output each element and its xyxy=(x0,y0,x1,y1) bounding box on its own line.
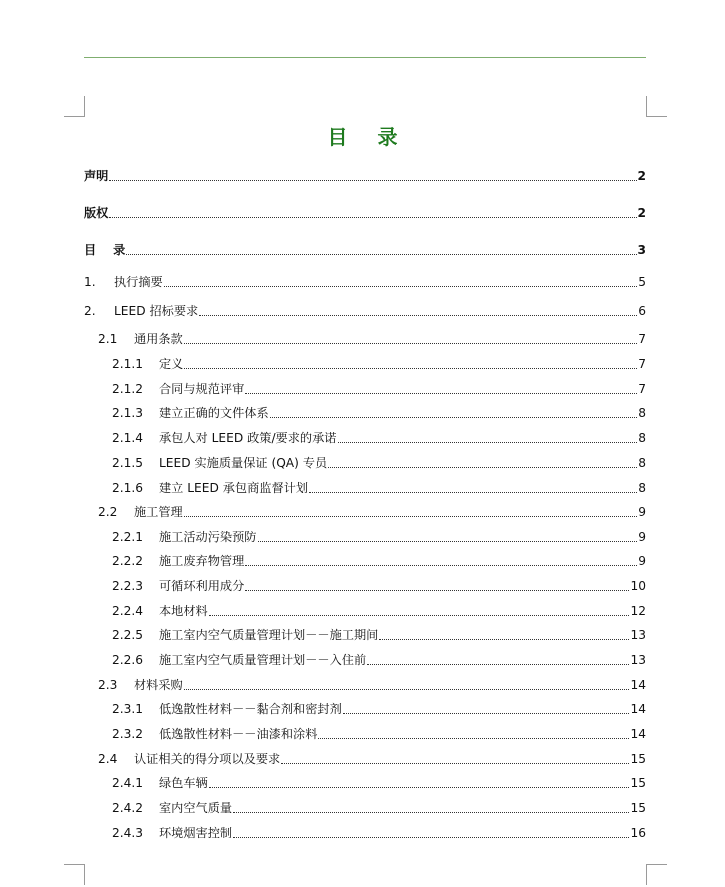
toc-entry[interactable] xyxy=(84,331,646,347)
toc-entry-title: 声明 xyxy=(84,169,109,183)
toc-entry[interactable] xyxy=(84,504,646,520)
toc-dot-leader xyxy=(199,315,637,316)
toc-entry-number: 2.3 xyxy=(98,678,118,692)
toc-page-number: 2 xyxy=(637,169,646,183)
toc-dot-leader xyxy=(343,713,630,714)
toc-entry-number: 2.2.2 xyxy=(112,554,144,568)
toc-dot-leader xyxy=(328,467,637,468)
toc-dot-leader xyxy=(184,689,630,690)
toc-entry[interactable] xyxy=(84,603,646,619)
toc-page-number: 14 xyxy=(630,702,646,716)
toc-entry-title: 施工管理 xyxy=(134,505,183,519)
toc-entry-title: 低逸散性材料－－油漆和涂料 xyxy=(159,727,318,741)
toc-entry-title: 施工废弃物管理 xyxy=(159,554,245,568)
toc-dot-leader xyxy=(379,639,629,640)
toc-entry-title: LEED 招标要求 xyxy=(114,304,199,318)
crop-mark-top-left xyxy=(64,96,85,117)
toc-entry[interactable] xyxy=(84,775,646,791)
toc-page-number: 9 xyxy=(638,554,646,568)
toc-entry-number: 2.1.4 xyxy=(112,431,144,445)
toc-entry[interactable] xyxy=(84,480,646,496)
toc-page-number: 12 xyxy=(630,604,646,618)
toc-page-number: 9 xyxy=(638,530,646,544)
toc-page-number: 13 xyxy=(630,653,646,667)
toc-entry-title: 合同与规范评审 xyxy=(159,382,245,396)
toc-page-number: 8 xyxy=(638,481,646,495)
toc-entry[interactable] xyxy=(84,455,646,471)
toc-page-number: 10 xyxy=(630,579,646,593)
toc-entry-title: LEED 实施质量保证 (QA) 专员 xyxy=(159,456,328,470)
toc-entry-title: 施工室内空气质量管理计划－－施工期间 xyxy=(159,628,379,642)
toc-entry-number: 2.2.1 xyxy=(112,530,144,544)
toc-entry-title: 可循环利用成分 xyxy=(159,579,245,593)
toc-entry-title: 建立正确的文件体系 xyxy=(159,406,269,420)
toc-dot-leader xyxy=(318,738,629,739)
toc-dot-leader xyxy=(164,286,637,287)
toc-entry[interactable] xyxy=(84,356,646,372)
toc-entry[interactable] xyxy=(84,726,646,742)
toc-entry-number: 2.3.1 xyxy=(112,702,144,716)
toc-entry[interactable] xyxy=(84,578,646,594)
toc-page-number: 8 xyxy=(638,431,646,445)
toc-entry-title: 本地材料 xyxy=(159,604,208,618)
toc-entry-number: 2.4 xyxy=(98,752,118,766)
header-rule xyxy=(84,57,646,58)
toc-entry-number: 2. xyxy=(84,304,96,318)
toc-page-number: 14 xyxy=(630,678,646,692)
toc-dot-leader xyxy=(367,664,629,665)
toc-entry[interactable] xyxy=(84,677,646,693)
toc-page-number: 7 xyxy=(638,357,646,371)
toc-entry[interactable] xyxy=(84,825,646,841)
toc-page-number: 3 xyxy=(637,243,646,257)
toc-entry-title: 施工活动污染预防 xyxy=(159,530,257,544)
toc-page-number: 15 xyxy=(630,801,646,815)
toc-page-number: 9 xyxy=(638,505,646,519)
toc-entry-title: 通用条款 xyxy=(134,332,183,346)
toc-dot-leader xyxy=(270,417,638,418)
toc-entry-title: 低逸散性材料－－黏合剂和密封剂 xyxy=(159,702,342,716)
toc-page-number: 14 xyxy=(630,727,646,741)
toc-page-number: 7 xyxy=(638,332,646,346)
toc-page-number: 6 xyxy=(638,304,646,318)
toc-entry-title: 绿色车辆 xyxy=(159,776,208,790)
toc-entry-number: 2.2 xyxy=(98,505,118,519)
toc-dot-leader xyxy=(184,368,637,369)
toc-entry-number: 2.4.2 xyxy=(112,801,144,815)
toc-dot-leader xyxy=(109,217,636,218)
toc-entry-title: 环境烟害控制 xyxy=(159,826,233,840)
toc-page-number: 5 xyxy=(638,275,646,289)
crop-mark-top-right xyxy=(646,96,667,117)
toc-dot-leader xyxy=(245,393,637,394)
toc-entry[interactable] xyxy=(84,800,646,816)
toc-entry-number: 2.4.3 xyxy=(112,826,144,840)
toc-page-number: 8 xyxy=(638,406,646,420)
toc-entry[interactable] xyxy=(84,381,646,397)
toc-dot-leader xyxy=(281,763,629,764)
toc-entry-title: 施工室内空气质量管理计划－－入住前 xyxy=(159,653,367,667)
toc-entry-number: 2.1.1 xyxy=(112,357,144,371)
toc-entry[interactable] xyxy=(84,701,646,717)
toc-entry[interactable] xyxy=(84,652,646,668)
page-title xyxy=(0,121,725,150)
toc-entry-title: 承包人对 LEED 政策/要求的承诺 xyxy=(159,431,337,445)
toc-entry[interactable] xyxy=(84,529,646,545)
toc-entry-number: 1. xyxy=(84,275,96,289)
toc-entry-number: 2.1.5 xyxy=(112,456,144,470)
toc-dot-leader xyxy=(209,787,630,788)
toc-entry[interactable] xyxy=(84,274,646,290)
crop-mark-bottom-right xyxy=(646,864,667,885)
toc-page-number: 13 xyxy=(630,628,646,642)
toc-entry[interactable] xyxy=(84,751,646,767)
toc-entry-title: 材料采购 xyxy=(134,678,183,692)
toc-entry[interactable] xyxy=(84,205,646,221)
toc-page-number: 15 xyxy=(630,752,646,766)
toc-page-number: 16 xyxy=(630,826,646,840)
toc-entry-title: 认证相关的得分项以及要求 xyxy=(134,752,281,766)
toc-entry-title: 目 录 xyxy=(84,243,126,257)
toc-entry-number: 2.2.3 xyxy=(112,579,144,593)
toc-entry-number: 2.1.2 xyxy=(112,382,144,396)
toc-entry-number: 2.2.6 xyxy=(112,653,144,667)
title-char-2: 录 xyxy=(377,125,398,149)
toc-dot-leader xyxy=(245,565,637,566)
toc-entry-title: 执行摘要 xyxy=(114,275,163,289)
toc-entry[interactable] xyxy=(84,405,646,421)
toc-page-number: 7 xyxy=(638,382,646,396)
toc-entry-title: 室内空气质量 xyxy=(159,801,233,815)
toc-entry-number: 2.2.4 xyxy=(112,604,144,618)
toc-entry-number: 2.2.5 xyxy=(112,628,144,642)
toc-dot-leader xyxy=(233,837,629,838)
toc-entry[interactable] xyxy=(84,303,646,319)
toc-page-number: 8 xyxy=(638,456,646,470)
toc-dot-leader xyxy=(258,541,638,542)
toc-dot-leader xyxy=(126,254,636,255)
toc-entry-number: 2.1 xyxy=(98,332,118,346)
toc-entry-number: 2.4.1 xyxy=(112,776,144,790)
toc-entry-title: 建立 LEED 承包商监督计划 xyxy=(159,481,309,495)
toc-entry-title: 版权 xyxy=(84,206,109,220)
toc-dot-leader xyxy=(209,615,630,616)
toc-entry[interactable] xyxy=(84,627,646,643)
toc-entry[interactable] xyxy=(84,168,646,184)
toc-entry[interactable] xyxy=(84,430,646,446)
toc-dot-leader xyxy=(184,516,637,517)
toc-dot-leader xyxy=(245,590,629,591)
toc-entry-number: 2.1.6 xyxy=(112,481,144,495)
toc-dot-leader xyxy=(309,492,637,493)
toc-entry[interactable] xyxy=(84,553,646,569)
crop-mark-bottom-left xyxy=(64,864,85,885)
toc-dot-leader xyxy=(184,343,637,344)
toc-entry-number: 2.3.2 xyxy=(112,727,144,741)
toc-dot-leader xyxy=(233,812,629,813)
toc-entry-number: 2.1.3 xyxy=(112,406,144,420)
toc-page-number: 15 xyxy=(630,776,646,790)
toc-entry-title: 定义 xyxy=(159,357,184,371)
title-char-1: 目 xyxy=(327,125,348,149)
toc-dot-leader xyxy=(109,180,636,181)
toc-entry[interactable] xyxy=(84,242,646,258)
toc-dot-leader xyxy=(338,442,638,443)
toc-page-number: 2 xyxy=(637,206,646,220)
